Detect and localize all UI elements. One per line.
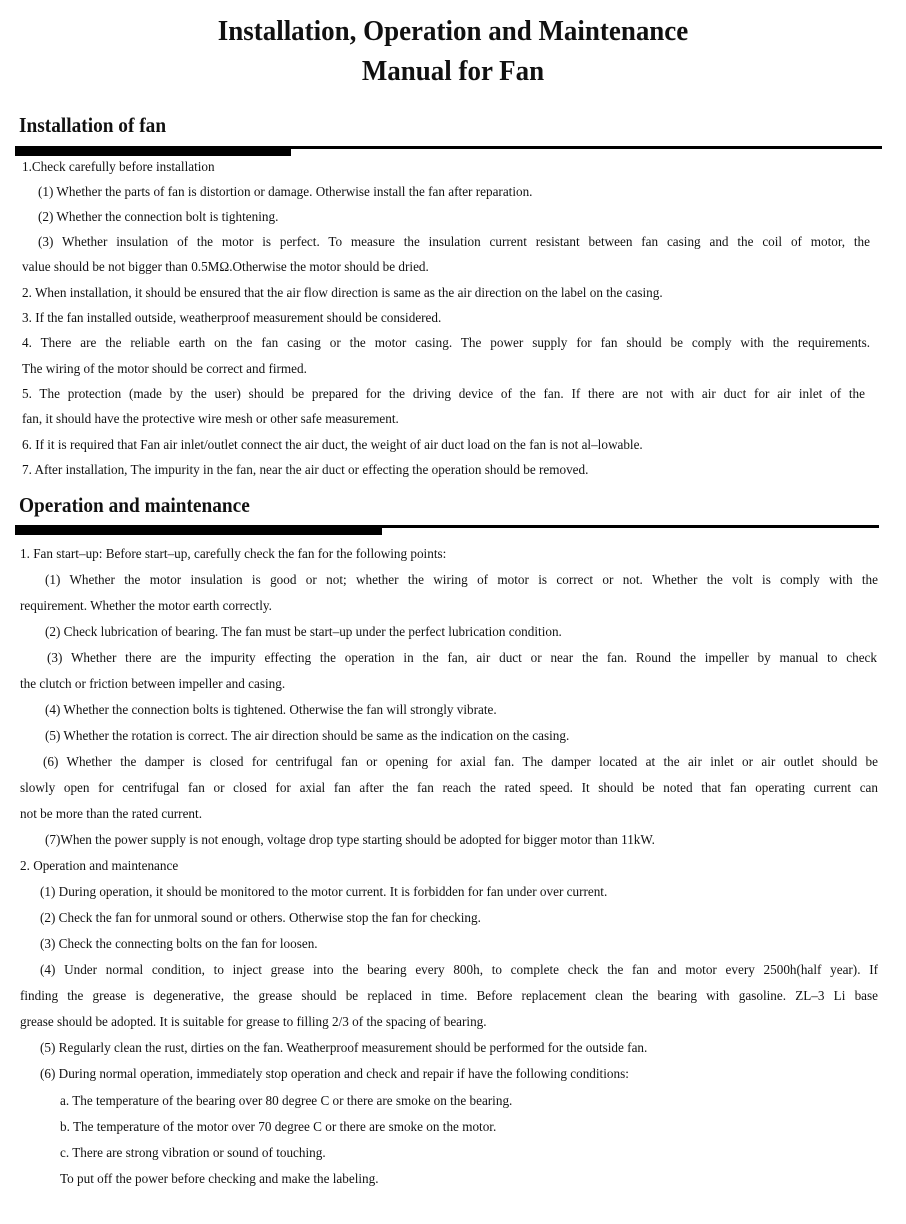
text-line: (3) Whether there are the impurity effecting the operation in the fan, air duct or near the fan. Round the impeller by manual to check <box>47 650 877 665</box>
text-line: (6) Whether the damper is closed for centrifugal fan or opening for axial fan. The damper located at the air inlet or air outlet should be <box>43 754 878 769</box>
text-line: 5. The protection (made by the user) should be prepared for the driving device of the fan. If there are not with air duct for air inlet of the <box>22 386 865 401</box>
text-line: (2) Check lubrication of bearing. The fan must be start–up under the perfect lubrication condition. <box>45 624 562 639</box>
text-line: 1. Fan start–up: Before start–up, carefully check the fan for the following points: <box>20 546 447 561</box>
text-line: (1) Whether the motor insulation is good or not; whether the wiring of motor is correct or not. Whether the volt is comply with the <box>45 572 878 587</box>
text-line: (6) During normal operation, immediately stop operation and check and repair if have the following conditions: <box>40 1066 629 1081</box>
section-rule-accent <box>15 525 382 535</box>
section-heading-operation: Operation and maintenance <box>19 493 250 517</box>
text-line: 7. After installation, The impurity in the fan, near the air duct or effecting the operation should be removed. <box>22 462 589 477</box>
text-line: (4) Under normal condition, to inject grease into the bearing every 800h, to complete check the fan and motor every 2500h(half year). If <box>40 962 878 977</box>
text-line: c. There are strong vibration or sound of touching. <box>60 1145 326 1160</box>
text-line: The wiring of the motor should be correct and firmed. <box>22 361 307 376</box>
text-line: not be more than the rated current. <box>20 806 202 821</box>
text-line: 2. Operation and maintenance <box>20 858 179 873</box>
text-line: (4) Whether the connection bolts is tightened. Otherwise the fan will strongly vibrate. <box>45 702 497 717</box>
text-line: fan, it should have the protective wire mesh or other safe measurement. <box>22 411 399 426</box>
text-line: (7)When the power supply is not enough, voltage drop type starting should be adopted for bigger motor than 11kW. <box>45 832 655 847</box>
text-line: 4. There are the reliable earth on the fan casing or the motor casing. The power supply for fan should be comply with the requirements. <box>22 335 870 350</box>
text-line: (5) Whether the rotation is correct. The air direction should be same as the indication on the casing. <box>45 728 570 743</box>
text-line: b. The temperature of the motor over 70 degree C or there are smoke on the motor. <box>60 1119 497 1134</box>
section-heading-installation: Installation of fan <box>19 113 167 137</box>
text-line: value should be not bigger than 0.5MΩ.Otherwise the motor should be dried. <box>22 259 429 274</box>
text-line: grease should be adopted. It is suitable for grease to filling 2/3 of the spacing of bearing. <box>20 1014 487 1029</box>
text-line: 2. When installation, it should be ensured that the air flow direction is same as the air direction on the label on the casing. <box>22 285 663 300</box>
text-line: 1.Check carefully before installation <box>22 159 215 174</box>
text-line: (3) Whether insulation of the motor is perfect. To measure the insulation current resistant between fan casing and the coil of motor, the <box>38 234 870 249</box>
text-line: slowly open for centrifugal fan or closed for axial fan after the fan reach the rated speed. It should be noted that fan operating current can <box>20 780 878 795</box>
text-line: requirement. Whether the motor earth correctly. <box>20 598 272 613</box>
text-line: (1) Whether the parts of fan is distortion or damage. Otherwise install the fan after reparation. <box>38 184 533 199</box>
text-line: finding the grease is degenerative, the grease should be replaced in time. Before replacement clean the bearing with gasoline. ZL–3 Li base <box>20 988 878 1003</box>
document-title-line-1: Installation, Operation and Maintenance <box>217 15 689 47</box>
text-line: the clutch or friction between impeller and casing. <box>20 676 286 691</box>
section-rule-accent <box>15 146 291 156</box>
text-line: (1) During operation, it should be monitored to the motor current. It is forbidden for fan under over current. <box>40 884 608 899</box>
text-line: To put off the power before checking and make the labeling. <box>60 1171 379 1186</box>
text-line: 3. If the fan installed outside, weatherproof measurement should be considered. <box>22 310 442 325</box>
document-title-line-2: Manual for Fan <box>361 55 545 87</box>
text-line: a. The temperature of the bearing over 80 degree C or there are smoke on the bearing. <box>60 1093 513 1108</box>
text-line: (2) Whether the connection bolt is tightening. <box>38 209 279 224</box>
text-line: (3) Check the connecting bolts on the fan for loosen. <box>40 936 318 951</box>
text-line: 6. If it is required that Fan air inlet/outlet connect the air duct, the weight of air duct load on the fan is not al–lowable. <box>22 437 643 452</box>
text-line: (2) Check the fan for unmoral sound or others. Otherwise stop the fan for checking. <box>40 910 481 925</box>
text-line: (5) Regularly clean the rust, dirties on the fan. Weatherproof measurement should be performed for the outside fan. <box>40 1040 648 1055</box>
